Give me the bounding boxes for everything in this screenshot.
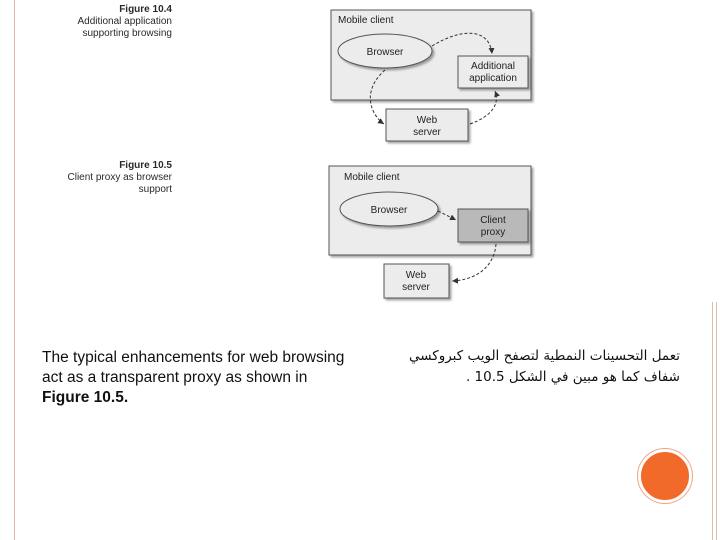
figure-10-5-caption-line2: support [138,184,172,195]
figure-10-4-number: Figure 10.4 [119,4,172,15]
english-line-3: Figure 10.5. [42,389,129,406]
english-description [42,348,402,408]
figure-10-4-caption-line2: supporting browsing [82,28,172,39]
arabic-description [398,346,680,388]
arabic-line-2: شفاف كما هو مبين في الشكل 10.5 . [465,369,680,385]
figure-10-5-caption-line1: Client proxy as browser [67,172,172,183]
fig4-server-label-line2: server [413,127,441,138]
fig4-browser-label: Browser [366,47,404,58]
figure-10-5-number: Figure 10.5 [119,160,172,171]
fig5-browser-label: Browser [370,205,408,216]
english-line-2: act as a transparent proxy as shown in [42,369,308,386]
fig4-app-label-line1: Additional [471,61,515,72]
figure-10-5-diagram [329,166,531,298]
fig5-mobile-client-label: Mobile client [344,172,400,183]
fig5-server-label-line2: server [402,282,430,293]
figure-10-4-diagram [331,10,531,141]
fig4-server-label-line1: Web [416,115,438,126]
decorative-orange-circle [638,449,692,503]
arabic-line-1: تعمل التحسينات النمطية لتصفح الويب كبروكسي [408,348,680,364]
english-line-1: The typical enhancements for web browsing [42,349,345,366]
fig5-proxy-label-line1: Client [480,215,506,226]
fig5-proxy-label-line2: proxy [480,227,506,238]
fig5-server-label-line1: Web [405,270,427,281]
fig4-mobile-client-label: Mobile client [338,15,394,26]
figure-10-4-caption-line1: Additional application [77,16,172,27]
fig4-app-label-line2: application [469,73,517,84]
